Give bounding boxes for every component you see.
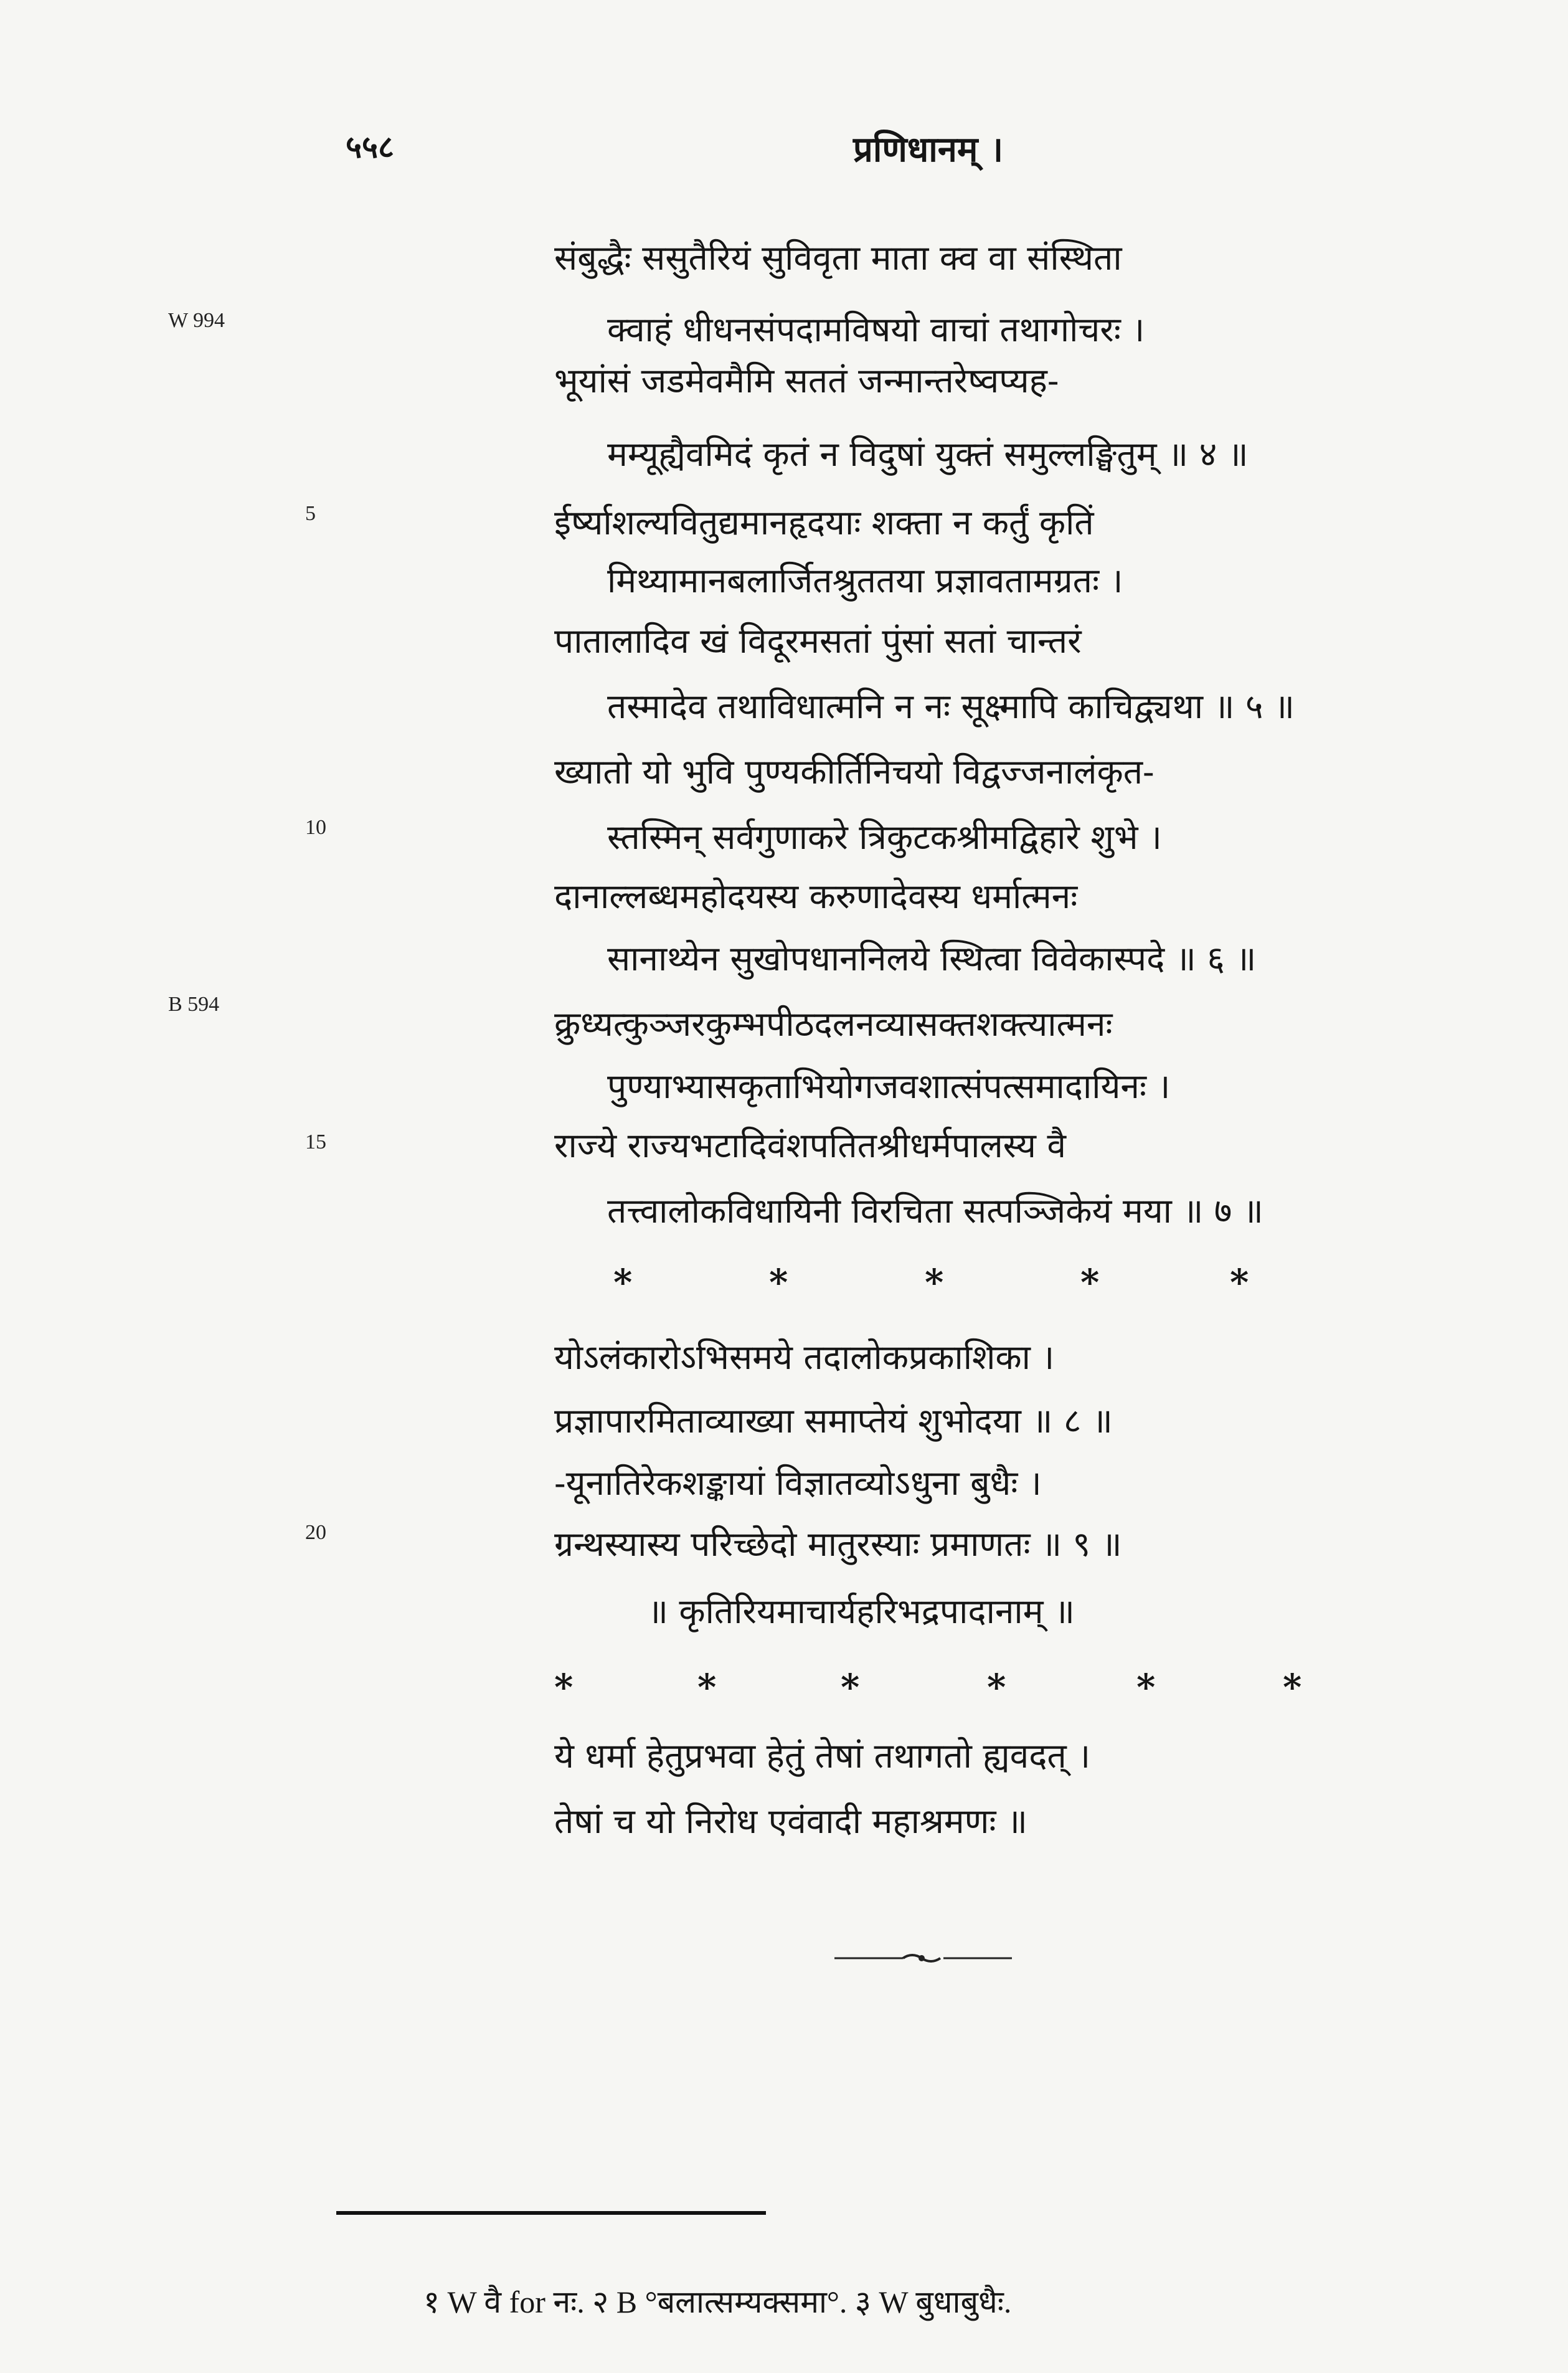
asterisk: * [925, 1261, 944, 1304]
verse-line: भूयांसं जडमेवमैमि सततं जन्मान्तरेष्वप्यह- [554, 361, 1059, 400]
verse-line: पातालादिव खं विदूरमसतां पुंसां सतां चान्तरं [554, 621, 1082, 661]
page-number: ५५८ [346, 128, 394, 165]
margin-note: 10 [305, 816, 326, 839]
margin-note: W 994 [168, 309, 225, 332]
verse-line: संबुद्धैः ससुतैरियं सुविवृता माता क्व वा संस्थिता [554, 238, 1122, 278]
margin-note: 15 [305, 1130, 326, 1153]
verse-line: सानाथ्येन सुखोपधाननिलये स्थित्वा विवेकास्पदे ॥ ६ ॥ [607, 939, 1257, 978]
verse-line: क्वाहं धीधनसंपदामविषयो वाचां तथागोचरः । [607, 310, 1145, 349]
footnote-rule [336, 2211, 766, 2215]
margin-note: 20 [305, 1521, 326, 1544]
asterisk: * [1230, 1261, 1249, 1304]
verse-line: ग्रन्थस्यास्य परिच्छेदो मातुरस्याः प्रमाणतः ॥ ९ ॥ [554, 1524, 1122, 1564]
verse-line: -यूनातिरेकशङ्कायां विज्ञातव्योऽधुना बुधैः । [554, 1463, 1042, 1503]
asterisk: * [841, 1666, 860, 1708]
verse-line: ईर्ष्याशल्यवितुद्यमानहृदयाः शक्ता न कर्तुं कृतिं [554, 503, 1094, 542]
verse-line: तत्त्वालोकविधायिनी विरचिता सत्पञ्जिकेयं मया ॥ ७ ॥ [607, 1191, 1263, 1231]
verse-line: ॥ कृतिरियमाचार्यहरिभद्रपादानाम् ॥ [648, 1591, 1075, 1631]
asterisk: * [769, 1261, 788, 1304]
verse-line: दानाल्लब्धमहोदयस्य करुणादेवस्य धर्मात्मनः [554, 876, 1078, 916]
verse-line: तस्मादेव तथाविधात्मनि न नः सूक्ष्मापि काचिद्व्यथा ॥ ५ ॥ [607, 686, 1295, 726]
asterisk: * [1136, 1666, 1156, 1708]
asterisk: * [987, 1666, 1006, 1708]
verse-line: ख्यातो यो भुवि पुण्यकीर्तिनिचयो विद्वज्जनालंकृत- [554, 752, 1155, 792]
verse-line: प्रज्ञापारमिताव्याख्या समाप्तेयं शुभोदया ॥ ८ ॥ [554, 1401, 1113, 1441]
footnote: १ W वै for नः. २ B °बलात्सम्यक्समा°. ३ W बुधाबुधैः. [423, 2285, 1012, 2319]
margin-note: B 594 [168, 993, 220, 1016]
ornament-divider [834, 1951, 1012, 1966]
verse-line: पुण्याभ्यासकृताभियोगजवशात्संपत्समादायिनः । [607, 1066, 1171, 1106]
asterisk: * [554, 1666, 574, 1708]
verse-line: मम्यूह्यैवमिदं कृतं न विदुषां युक्तं समुल्लङ्घितुम् ॥ ४ ॥ [607, 434, 1249, 474]
verse-line: क्रुध्यत्कुञ्जरकुम्भपीठदलनव्यासक्तशक्त्यात्मनः [554, 1004, 1113, 1044]
asterisk: * [697, 1666, 717, 1708]
asterisk: * [613, 1261, 633, 1304]
verse-line: राज्ये राज्यभटादिवंशपतितश्रीधर्मपालस्य वै [554, 1125, 1066, 1165]
verse-line: तेषां च यो निरोध एवंवादी महाश्रमणः ॥ [554, 1801, 1027, 1841]
margin-note: 5 [305, 502, 316, 525]
verse-line: मिथ्यामानबलार्जितश्रुततया प्रज्ञावतामग्रतः । [607, 561, 1123, 600]
asterisk: * [1080, 1261, 1100, 1304]
verse-line: ये धर्मा हेतुप्रभवा हेतुं तेषां तथागतो ह्यवदत् । [554, 1736, 1091, 1776]
verse-line: स्तस्मिन् सर्वगुणाकरे त्रिकुटकश्रीमद्विहारे शुभे । [607, 817, 1162, 857]
running-title: प्रणिधानम् । [853, 129, 1004, 170]
verse-line: योऽलंकारोऽभिसमये तदालोकप्रकाशिका । [554, 1337, 1055, 1377]
asterisk: * [1283, 1666, 1302, 1708]
